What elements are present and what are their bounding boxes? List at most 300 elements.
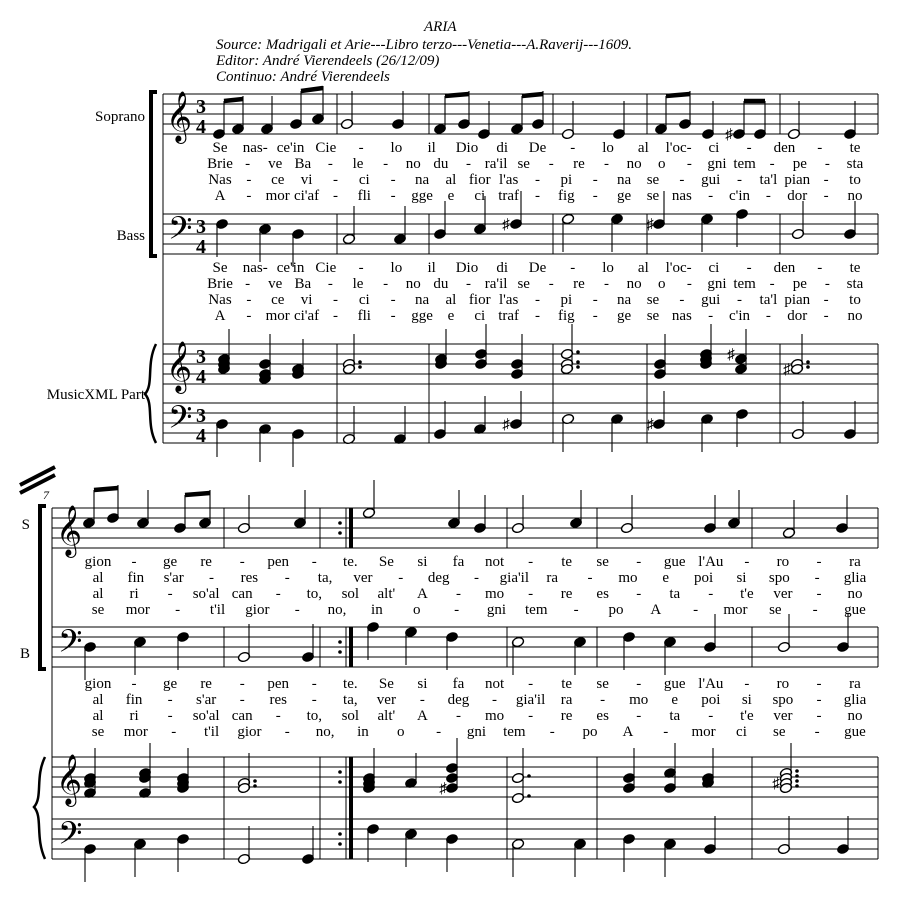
bass-lyric: - [358, 260, 364, 276]
bass-lyric: traf [498, 308, 520, 324]
soprano-lyric: - [209, 570, 215, 586]
bass-lyric: - [311, 692, 317, 708]
bass-lyric: - [823, 292, 829, 308]
bass-lyric: - [528, 676, 534, 692]
soprano-lyric: dor [787, 188, 808, 204]
bass-lyric: fa [452, 676, 465, 692]
bass-lyric: - [746, 260, 752, 276]
augmentation-dot [576, 360, 580, 364]
bass-lyric: De [528, 260, 547, 276]
bass-lyric: tem [503, 724, 526, 740]
bass-clef-icon: 𝄢 [168, 401, 193, 443]
soprano-lyric: - [383, 156, 389, 172]
bass-lyric: - [765, 308, 771, 324]
bass-lyric: mor [123, 724, 148, 740]
sharp-icon: ♯ [725, 127, 733, 143]
soprano-lyric: ra [849, 554, 861, 570]
bass-lyric: Se [378, 676, 394, 692]
bass-lyric: c'in [729, 308, 751, 324]
soprano-lyric: - [823, 172, 829, 188]
soprano-lyric: mor [125, 602, 150, 618]
bass-lyric: re [200, 676, 212, 692]
bass-lyric: no [847, 708, 863, 724]
bass-lyric: al [92, 708, 104, 724]
soprano-lyric: Dio [455, 140, 479, 156]
augmentation-dot [795, 784, 799, 788]
soprano-lyric: - [573, 602, 579, 618]
soprano-lyric: - [131, 554, 137, 570]
bass-lyric: - [744, 676, 750, 692]
soprano-lyric: le [352, 156, 364, 172]
bass-lyric: l'Au [698, 676, 724, 692]
soprano-lyric: il [427, 140, 436, 156]
bass-lyric: tem [733, 276, 756, 292]
bass-lyric: e [447, 308, 455, 324]
bass-lyric: re [560, 708, 573, 724]
bass-lyric: gia'il [515, 692, 546, 708]
augmentation-dot [576, 365, 580, 369]
soprano-lyric: - [708, 586, 714, 602]
soprano-lyric: po [608, 602, 624, 618]
bass-lyric: no [847, 308, 863, 324]
soprano-lyric: - [275, 586, 281, 602]
soprano-lyric: - [398, 570, 404, 586]
treble-clef-icon: 𝄞 [166, 342, 193, 391]
score-title: ARIA [424, 19, 457, 35]
bass-lyric: Nas [208, 292, 232, 308]
soprano-lyric: ta [669, 586, 681, 602]
bass-lyric: ci [708, 260, 720, 276]
bass-lyric: se [596, 676, 609, 692]
soprano-lyric: si [736, 570, 747, 586]
bass-lyric: no [626, 276, 642, 292]
bass-lyric: se [646, 308, 660, 324]
soprano-lyric: l'Au [698, 554, 724, 570]
augmentation-dot [576, 350, 580, 354]
soprano-lyric: nas [671, 188, 692, 204]
bass-lyric: fin [125, 692, 143, 708]
bass-lyric: - [708, 308, 714, 324]
bass-lyric: pen [267, 676, 290, 692]
soprano-lyric: ce [271, 172, 285, 188]
augmentation-dot [795, 769, 799, 773]
bass-lyric: Ba [294, 276, 312, 292]
bass-lyric: sta [846, 276, 864, 292]
soprano-lyric: - [823, 188, 829, 204]
augmentation-dot [806, 365, 810, 369]
beam [301, 88, 323, 91]
soprano-lyric: al [92, 570, 104, 586]
soprano-lyric: - [679, 172, 685, 188]
soprano-lyric: no [405, 156, 421, 172]
bass-lyric: - [311, 676, 317, 692]
soprano-lyric: ver [353, 570, 373, 586]
soprano-lyric: ci'af [293, 188, 320, 204]
bass-label: Bass [116, 228, 145, 244]
soprano-lyric: te. [343, 554, 358, 570]
soprano-lyric: - [636, 554, 642, 570]
soprano-lyric: fig [558, 188, 575, 204]
bass-lyric: can [231, 708, 253, 724]
bass-lyric: l'as [498, 292, 519, 308]
bass-lyric: t'e [740, 708, 754, 724]
bass-lyric: - [436, 724, 442, 740]
bass-lyric: alt' [377, 708, 396, 724]
soprano-lyric: res [240, 570, 259, 586]
bass-clef-icon: 𝄢 [58, 817, 83, 859]
bass-lyric: - [239, 676, 245, 692]
soprano-label: Soprano [95, 109, 145, 125]
bass-lyric: - [528, 708, 534, 724]
soprano-lyric: - [548, 156, 554, 172]
bass-lyric: il [427, 260, 436, 276]
bass-lyric: o [397, 724, 405, 740]
soprano-lyric: gni [707, 156, 727, 172]
soprano-lyric: - [390, 172, 396, 188]
soprano-lyric: - [390, 188, 396, 204]
keyboard-brace [34, 757, 45, 859]
bass-lyric: t'il [203, 724, 220, 740]
soprano-lyric: lo [390, 140, 403, 156]
soprano-lyric: ra [546, 570, 559, 586]
soprano-lyric: te [561, 554, 573, 570]
soprano-lyric: re [573, 156, 585, 172]
keyboard-brace [145, 344, 156, 443]
soprano-lyric: - [744, 554, 750, 570]
bass-lyric: es [596, 708, 609, 724]
bass-lyric: Se [212, 260, 228, 276]
text-layer [20, 92, 867, 859]
bass-lyric: al [637, 260, 649, 276]
bass-lyric: no [405, 276, 421, 292]
bass-lyric: - [419, 692, 425, 708]
bass-lyric: al [445, 292, 457, 308]
time-signature-beats: 3 [196, 346, 206, 368]
sharp-icon: ♯ [502, 217, 510, 233]
soprano-lyric: l'oc- [665, 140, 692, 156]
time-signature-beats: 3 [196, 405, 206, 427]
bass-lyric: no, [315, 724, 335, 740]
bass-lyric: to, [306, 708, 322, 724]
soprano-lyric: ce'in [276, 140, 305, 156]
bass-short-label: B [19, 646, 30, 662]
editor-line: Editor: André Vierendeels (26/12/09) [216, 53, 440, 69]
soprano-lyric: - [327, 156, 333, 172]
soprano-lyric: - [535, 188, 540, 204]
bass-lyric: pi [560, 292, 573, 308]
bass-lyric: dor [787, 308, 808, 324]
bass-lyric: le [352, 276, 364, 292]
time-signature-beat-type: 4 [196, 366, 206, 388]
soprano-lyric: can [231, 586, 253, 602]
soprano-lyric: sta [846, 156, 864, 172]
soprano-lyric: De [528, 140, 547, 156]
bass-lyric: se [773, 724, 786, 740]
time-signature-beats: 3 [196, 96, 206, 118]
soprano-lyric: to, [306, 586, 322, 602]
soprano-lyric: - [816, 554, 822, 570]
soprano-lyric: na [617, 172, 632, 188]
soprano-lyric: ge [617, 188, 632, 204]
soprano-lyric: ta, [317, 570, 333, 586]
soprano-lyric: - [592, 172, 598, 188]
bass-lyric: pe [792, 276, 807, 292]
bass-lyric: - [663, 724, 669, 740]
bass-lyric: vi [300, 292, 313, 308]
beam [94, 488, 118, 490]
bass-lyric: glia [843, 692, 867, 708]
bass-lyric: gue [844, 724, 866, 740]
bass-lyric: ve [268, 276, 283, 292]
bass-lyric: Cie [315, 260, 337, 276]
bass-lyric: gni [466, 724, 487, 740]
bass-lyric: - [332, 308, 338, 324]
soprano-lyric: - [817, 140, 823, 156]
bass-lyric: ci [736, 724, 747, 740]
soprano-lyric: traf [498, 188, 520, 204]
soprano-lyric: t'il [209, 602, 226, 618]
soprano-lyric: fior [468, 172, 491, 188]
bass-lyric: den [773, 260, 796, 276]
soprano-lyric: ci [358, 172, 370, 188]
bass-lyric: - [131, 676, 137, 692]
soprano-lyric: pen [267, 554, 290, 570]
bass-lyric: - [600, 692, 606, 708]
beam [522, 94, 543, 96]
bass-lyric: mo [629, 692, 649, 708]
soprano-lyric: du [433, 156, 449, 172]
soprano-lyric: in [371, 602, 383, 618]
augmentation-dot [795, 774, 799, 778]
bass-lyric: - [171, 724, 177, 740]
bass-lyric: te [849, 260, 861, 276]
bass-lyric: si [417, 676, 428, 692]
bass-lyric: di [496, 260, 509, 276]
bass-lyric: ta [669, 708, 681, 724]
soprano-lyric: - [570, 140, 576, 156]
soprano-lyric: - [465, 156, 471, 172]
bass-lyric: gion [84, 676, 112, 692]
time-signature-beat-type: 4 [196, 425, 206, 447]
bass-lyric: A [417, 708, 428, 724]
soprano-lyric: Cie [315, 140, 337, 156]
bass-lyric: - [592, 308, 598, 324]
soprano-lyric: gion [84, 554, 112, 570]
bass-lyric: na [414, 292, 430, 308]
bass-lyric: poi [701, 692, 721, 708]
bass-lyric: ver [773, 708, 793, 724]
soprano-lyric: deg [427, 570, 450, 586]
soprano-lyric: mo [484, 586, 505, 602]
bass-lyric: se [91, 724, 105, 740]
source-line: Source: Madrigali et Arie---Libro terzo---Venetia---A.Raverij---1609. [216, 37, 633, 53]
soprano-lyric: alt' [377, 586, 396, 602]
bass-lyric: - [769, 276, 775, 292]
soprano-lyric: o [657, 156, 666, 172]
augmentation-dot [338, 832, 342, 836]
bass-lyric: mor [265, 308, 290, 324]
soprano-lyric: - [294, 602, 300, 618]
bass-lyric: - [284, 724, 290, 740]
bass-lyric: deg [447, 692, 470, 708]
bass-lyric: fig [558, 308, 575, 324]
soprano-lyric: fli [357, 188, 371, 204]
soprano-lyric: ta'l [759, 172, 778, 188]
soprano-lyric: mo [618, 570, 638, 586]
soprano-lyric: di [496, 140, 509, 156]
soprano-lyric: te [849, 140, 861, 156]
soprano-lyric: e [662, 570, 670, 586]
bass-lyric: - [679, 292, 685, 308]
soprano-lyric: - [812, 602, 818, 618]
bass-lyric: - [492, 692, 498, 708]
soprano-lyric: - [454, 602, 460, 618]
soprano-lyric: si [417, 554, 428, 570]
bass-lyric: - [824, 276, 830, 292]
soprano-short-label: S [21, 517, 30, 533]
bass-lyric: ver [376, 692, 396, 708]
bass-lyric: not [484, 676, 505, 692]
soprano-lyric: - [535, 172, 540, 188]
bass-lyric: ri [129, 708, 139, 724]
bass-lyric: ta'l [759, 292, 778, 308]
soprano-lyric: ve [268, 156, 283, 172]
bass-lyric: - [167, 692, 173, 708]
soprano-lyric: al [92, 586, 104, 602]
augmentation-dot [806, 360, 810, 364]
bass-lyric: se [517, 276, 530, 292]
soprano-lyric: vi [300, 172, 313, 188]
bass-lyric: so'al [192, 708, 220, 724]
bass-lyric: - [816, 692, 822, 708]
bass-lyric: fli [357, 308, 371, 324]
bass-lyric: - [275, 708, 281, 724]
soprano-lyric: poi [694, 570, 714, 586]
bass-lyric: sol [341, 708, 360, 724]
soprano-lyric: A [214, 188, 226, 204]
bass-lyric: - [548, 276, 554, 292]
soprano-lyric: - [239, 554, 245, 570]
soprano-lyric: pi [560, 172, 573, 188]
time-signature-beat-type: 4 [196, 116, 206, 138]
augmentation-dot [338, 640, 342, 644]
soprano-lyric: l'as [498, 172, 519, 188]
bass-lyric: fior [468, 292, 491, 308]
bass-lyric: in [357, 724, 369, 740]
bass-lyric: ge [617, 308, 632, 324]
bass-lyric: - [814, 724, 820, 740]
soprano-lyric: - [604, 156, 610, 172]
treble-clef-icon: 𝄞 [56, 506, 83, 555]
sharp-icon: ♯ [783, 362, 791, 378]
augmentation-dot [527, 774, 531, 778]
soprano-lyric: gni [486, 602, 507, 618]
augmentation-dot [527, 794, 531, 798]
treble-clef-icon: 𝄞 [56, 755, 83, 804]
bass-clef-icon: 𝄢 [58, 625, 83, 667]
bass-lyric: Dio [455, 260, 479, 276]
notes [82, 86, 856, 882]
bass-lyric: se [646, 292, 660, 308]
soprano-lyric: nas- [242, 140, 268, 156]
bass-lyric: - [708, 708, 714, 724]
bass-lyric: nas- [242, 260, 268, 276]
soprano-lyric: re [200, 554, 212, 570]
bass-lyric: - [816, 708, 822, 724]
soprano-lyric: not [484, 554, 505, 570]
soprano-lyric: - [332, 188, 338, 204]
bass-lyric: nas [671, 308, 692, 324]
sharp-icon: ♯ [439, 781, 447, 797]
bass-lyric: - [636, 708, 642, 724]
soprano-lyric: Nas [208, 172, 232, 188]
bass-lyric: - [817, 260, 823, 276]
bass-lyric: ci'af [293, 308, 320, 324]
bass-lyric: - [636, 676, 642, 692]
soprano-lyric: se [91, 602, 105, 618]
beam [666, 94, 690, 96]
bass-lyric: res [269, 692, 287, 708]
bass-lyric: - [167, 708, 173, 724]
bass-lyric: A [622, 724, 634, 740]
soprano-lyric: - [765, 188, 771, 204]
bass-lyric: ro [776, 676, 790, 692]
soprano-lyric: sol [341, 586, 360, 602]
soprano-lyric: lo [602, 140, 614, 156]
beam [185, 493, 210, 495]
soprano-lyric: gue [663, 554, 686, 570]
bass-lyric: ra [849, 676, 861, 692]
bass-lyric: e [671, 692, 679, 708]
soprano-lyric: gge [411, 188, 433, 204]
soprano-lyric: al [445, 172, 457, 188]
soprano-lyric: se [769, 602, 782, 618]
bass-lyric: mor [691, 724, 716, 740]
soprano-lyric: - [332, 172, 338, 188]
bass-lyric: lo [390, 260, 403, 276]
soprano-lyric: spo [768, 570, 790, 586]
soprano-lyric: ri [129, 586, 139, 602]
soprano-lyric: - [816, 586, 822, 602]
bass-lyric: A [214, 308, 226, 324]
bass-lyric: - [535, 308, 540, 324]
bass-lyric: du [433, 276, 449, 292]
soprano-lyric: se [596, 554, 609, 570]
bass-lyric: to [849, 292, 861, 308]
keyboard-part-label: MusicXML Part [46, 387, 145, 403]
soprano-lyric: - [358, 140, 364, 156]
bass-lyric: lo [602, 260, 614, 276]
soprano-lyric: - [769, 156, 775, 172]
bass-lyric: te [561, 676, 573, 692]
soprano-lyric: s'ar [163, 570, 184, 586]
soprano-lyric: es [596, 586, 609, 602]
soprano-lyric: re [560, 586, 573, 602]
soprano-lyric: - [245, 156, 251, 172]
bass-lyric: - [549, 724, 555, 740]
bass-lyric: - [455, 708, 461, 724]
bass-lyric: gior [237, 724, 262, 740]
soprano-lyric: no [847, 586, 863, 602]
soprano-lyric: t'e [740, 586, 754, 602]
sharp-icon: ♯ [727, 347, 735, 363]
bass-lyric: ra'il [484, 276, 508, 292]
soprano-lyric: - [175, 602, 181, 618]
soprano-lyric: fin [127, 570, 145, 586]
soprano-lyric: - [474, 570, 479, 586]
soprano-lyric: glia [843, 570, 867, 586]
soprano-lyric: gue [844, 602, 866, 618]
